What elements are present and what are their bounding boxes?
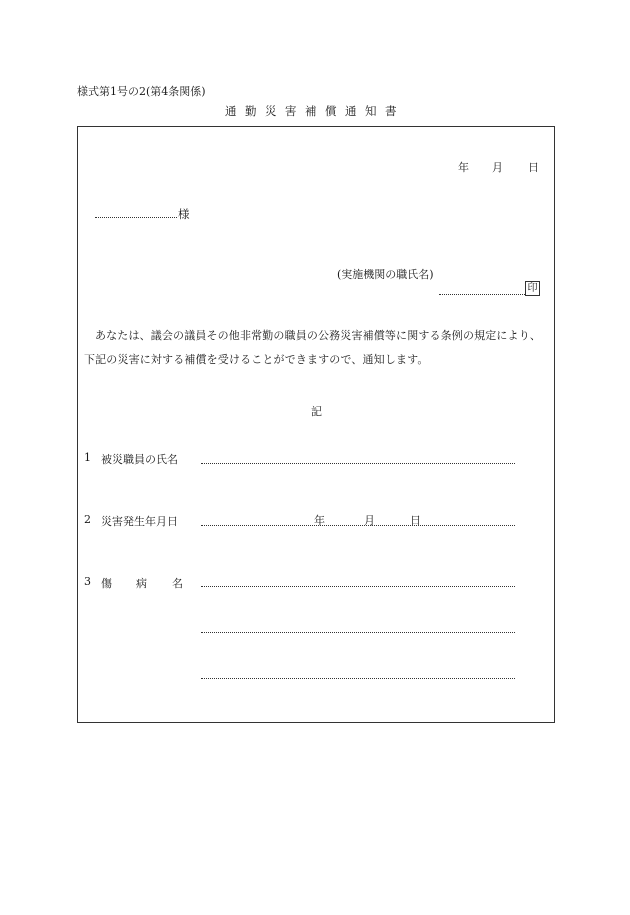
form-number-label: 様式第1号の2(第4条関係): [77, 85, 206, 98]
notice-date: [458, 159, 469, 175]
document-title: 通勤災害補償通知書: [225, 104, 405, 118]
recipient-name-line[interactable]: [95, 217, 177, 218]
notice-date-day: [528, 159, 539, 175]
notice-body-text: あなたは、議会の議員その他非常勤の職員の公務災害補償等に関する条例の規定により、下記の災害に対する補償を受けることができますので、通知します。: [84, 329, 541, 366]
item-1-input-line[interactable]: [201, 463, 515, 464]
item-2-number: 2: [84, 513, 91, 526]
item-2-input-line[interactable]: [201, 525, 515, 526]
item-3-label-char-2: 病: [136, 577, 147, 590]
date-month-label: 月: [492, 161, 503, 174]
date-year-label: 年: [458, 161, 469, 174]
issuer-label: (実施機関の職氏名): [337, 268, 434, 281]
issuer-name-line[interactable]: [439, 294, 525, 295]
item-2-month-label: 月: [364, 514, 375, 527]
item-2-day-label: 日: [410, 514, 421, 527]
date-day-label: 日: [528, 161, 539, 174]
record-heading: 記: [311, 405, 322, 418]
item-2-label: 災害発生年月日: [101, 515, 178, 528]
item-3-input-line-1[interactable]: [201, 586, 515, 587]
recipient-suffix: 様: [178, 207, 190, 221]
item-3-number: 3: [84, 575, 91, 588]
item-3-label-char-1: 傷: [101, 577, 112, 590]
seal-mark: 印: [525, 281, 540, 296]
notice-date-month: [492, 159, 503, 175]
item-3-input-line-3[interactable]: [201, 678, 515, 679]
form-frame: [77, 126, 555, 723]
item-1-number: 1: [84, 451, 91, 464]
item-3-input-line-2[interactable]: [201, 632, 515, 633]
item-1-label: 被災職員の氏名: [101, 453, 178, 466]
item-2-year-label: 年: [314, 514, 325, 527]
item-3-label-char-3: 名: [172, 577, 183, 590]
